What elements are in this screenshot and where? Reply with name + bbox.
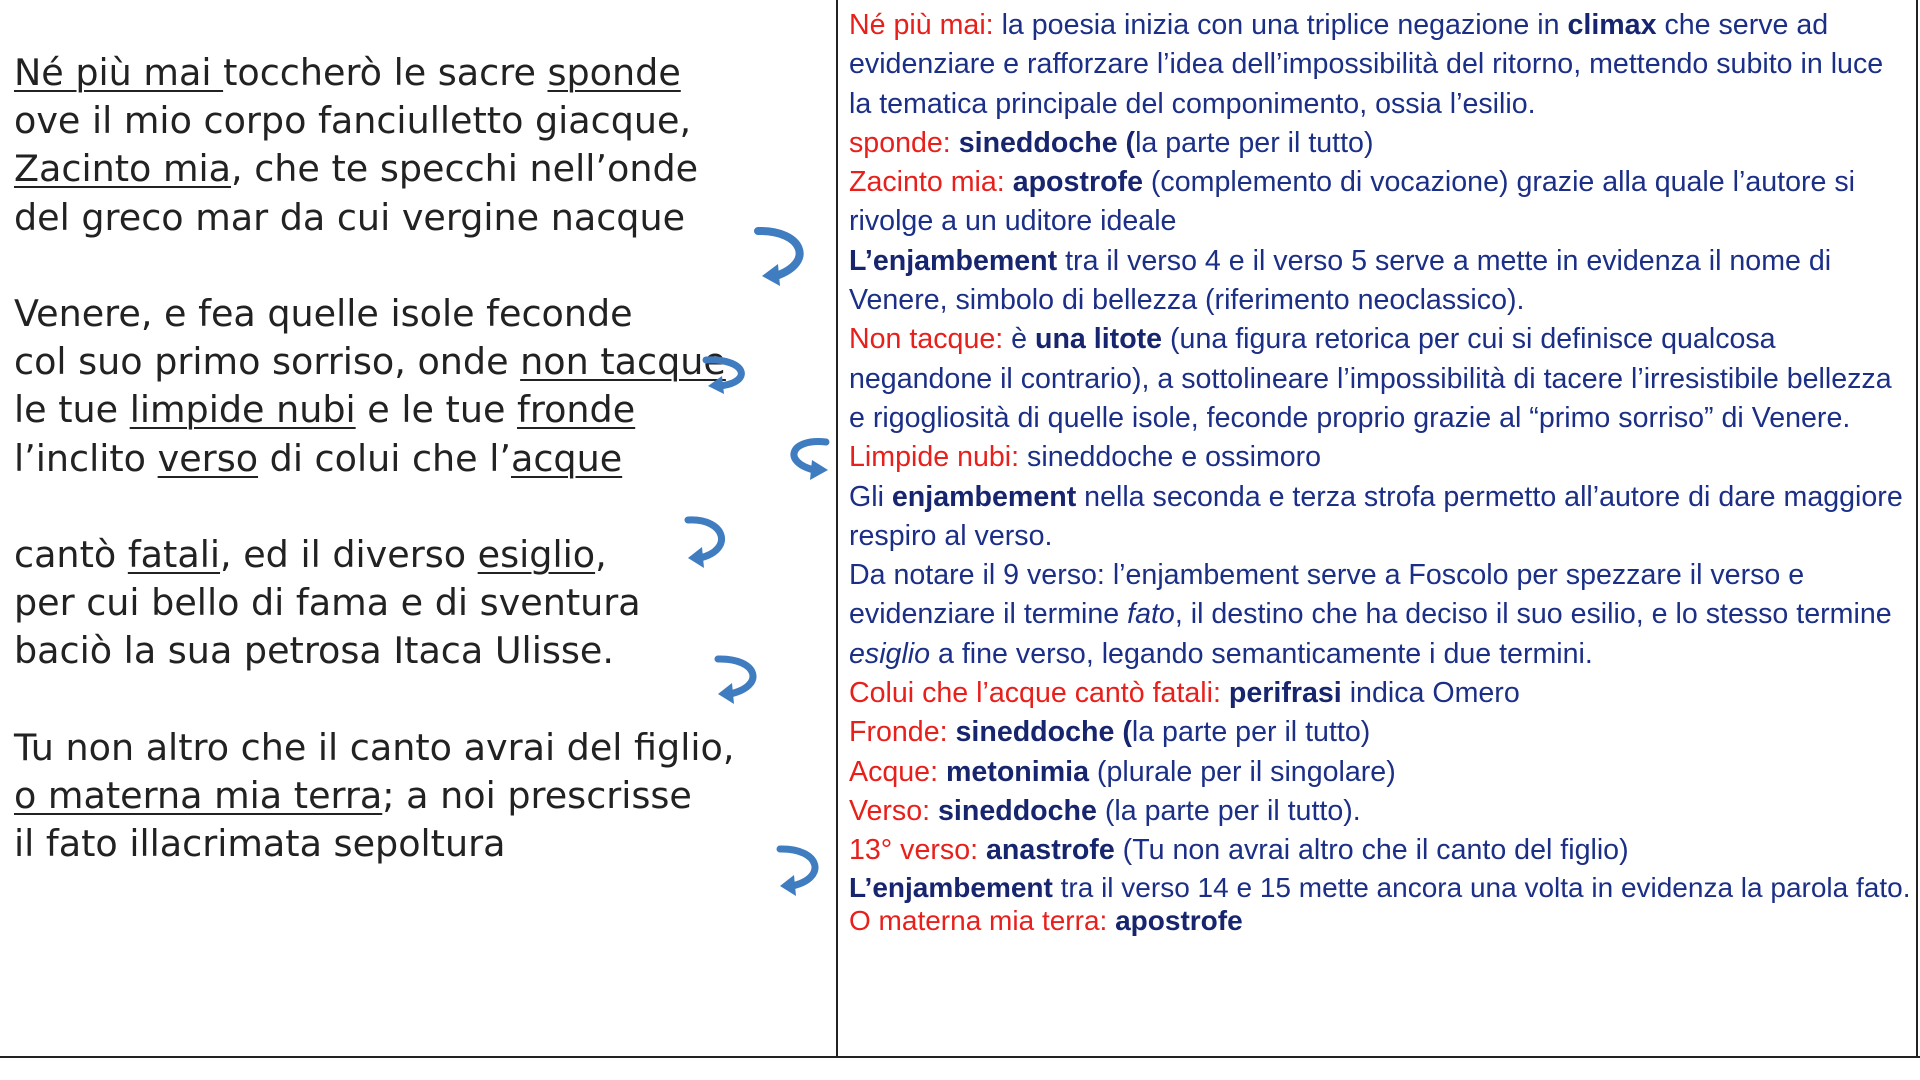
note-text: (una figura retorica per cui si definisce qualcosa negandone il contrario), a sottolineare l’impossibilità di tacere l’irresistibile bellezza e rigogliosità di quelle isole, feconde proprio grazie al “primo sorriso” di Venere.: [849, 323, 1892, 434]
poem-column: [14, 49, 829, 868]
figure-name: una litote: [1035, 323, 1163, 356]
note-text: è: [1003, 323, 1035, 356]
note-text: [1221, 677, 1229, 709]
note-term: O materna mia terra:: [849, 904, 1108, 936]
note-text: nella seconda e terza strofa permetto all’autore di dare maggiore respiro al verso.: [849, 480, 1903, 552]
annotation-note: [849, 242, 1911, 321]
note-text: [930, 795, 938, 827]
figure-name: apostrofe: [1115, 904, 1243, 936]
poem-text: col suo primo sorriso, onde: [14, 340, 521, 384]
underlined-phrase: limpide nubi: [129, 388, 356, 432]
figure-name: L’enjambement: [849, 244, 1058, 277]
note-term: Zacinto mia:: [849, 166, 1005, 199]
note-term: Verso:: [849, 794, 931, 827]
underlined-phrase: Zacinto mia: [14, 147, 232, 191]
poem-text: ,: [595, 533, 607, 576]
underlined-phrase: sponde: [547, 51, 681, 94]
note-text: Da notare il 9 verso: l’enjambement serve a Foscolo per spezzare il verso e evidenziare il termine: [849, 559, 1805, 631]
underlined-phrase: acque: [510, 436, 623, 480]
annotation-note: [849, 124, 1911, 163]
note-term: Non tacque:: [849, 323, 1004, 356]
poem-text: e le tue: [355, 388, 518, 432]
note-term: Fronde:: [849, 716, 948, 749]
note-term: Né più mai:: [849, 9, 994, 41]
figure-name: apostrofe: [1012, 166, 1143, 199]
poem-text: di colui che l’: [258, 436, 511, 480]
poem-stanza: [14, 49, 829, 242]
poem-text: , che te specchi nell’onde: [231, 147, 699, 191]
note-text: [938, 756, 946, 788]
note-term: 13° verso:: [849, 834, 979, 867]
annotation-note: [849, 871, 1911, 904]
note-text: la parte per il tutto): [1135, 126, 1374, 159]
poem-line: [14, 772, 829, 820]
bottom-border: [0, 1056, 1920, 1058]
note-text: [1005, 166, 1013, 198]
poem-text: ove il mio corpo fanciulletto giacque,: [14, 99, 692, 143]
poem-text: , ed il diverso: [220, 533, 478, 576]
column-divider: [836, 0, 838, 1058]
notes-column: [849, 6, 1911, 937]
poem-line: [14, 435, 829, 483]
curved-return-arrow-icon: [754, 222, 816, 290]
poem-text: per cui bello di fama e di sventura: [14, 581, 641, 625]
right-border: [1916, 0, 1918, 1058]
stanza-gap: [14, 676, 829, 724]
note-text: (Tu non avrai altro che il canto del figlio): [1114, 834, 1629, 867]
poem-line: [14, 724, 829, 772]
figure-name: sineddoche (: [958, 126, 1136, 159]
annotation-note: [849, 753, 1911, 792]
curved-return-arrow-icon: [714, 650, 764, 704]
poem-line: [14, 145, 829, 193]
annotation-note: [849, 478, 1911, 557]
poem-text: l’inclito: [14, 436, 158, 480]
poem-text: il fato illacrimata sepoltura: [14, 822, 506, 866]
annotation-note: [849, 831, 1911, 870]
note-text: la poesia inizia con una triplice negazione in: [993, 9, 1568, 41]
underlined-phrase: verso: [157, 436, 259, 480]
note-term: Limpide nubi:: [849, 441, 1020, 474]
note-text: sineddoche e ossimoro: [1019, 441, 1322, 474]
annotation-note: [849, 320, 1911, 438]
note-text: [951, 127, 959, 159]
figure-name: enjambement: [891, 480, 1077, 513]
annotation-note: [849, 6, 1911, 124]
poem-text: Tu non altro che il canto avrai del figlio,: [14, 725, 735, 769]
poem-line: [14, 627, 829, 675]
annotation-note: [849, 713, 1911, 752]
poem-line: [14, 820, 829, 868]
poem-text: ; a noi prescrisse: [382, 774, 692, 817]
note-term: Colui che l’acque cantò fatali:: [849, 677, 1221, 710]
underlined-phrase: non tacque: [520, 340, 726, 384]
underlined-phrase: o materna mia terra: [14, 774, 383, 817]
note-term: sponde:: [849, 126, 951, 159]
italic-term: esiglio: [849, 637, 931, 670]
poem-text: cantò: [14, 533, 128, 576]
annotation-note: [849, 163, 1911, 242]
note-text: [978, 834, 986, 866]
poem-text: toccherò le sacre: [223, 51, 548, 94]
note-text: la parte per il tutto): [1131, 716, 1371, 749]
curved-return-arrow-icon: [702, 352, 756, 394]
figure-name: anastrofe: [986, 834, 1115, 867]
figure-name: L’enjambement: [849, 871, 1053, 903]
note-text: [948, 716, 956, 748]
poem-line: [14, 97, 829, 145]
poem-text: Venere, e fea quelle isole feconde: [14, 292, 633, 335]
note-text: (la parte per il tutto).: [1096, 794, 1361, 827]
annotation-note: [849, 904, 1911, 937]
curved-return-arrow-icon: [776, 840, 826, 896]
poem-line: [14, 579, 829, 627]
curved-return-arrow-icon: [778, 434, 830, 480]
curved-return-arrow-icon: [684, 510, 732, 570]
note-text: , il destino che ha deciso il suo esilio, e lo stesso termine: [1174, 598, 1892, 631]
underlined-phrase: fatali: [127, 533, 221, 576]
note-text: che serve ad evidenziare e rafforzare l’idea dell’impossibilità del ritorno, mettendo subito in luce la tematica principale del componimento, ossia l’esilio.: [849, 9, 1884, 120]
poem-line: [14, 194, 829, 242]
poem-stanza: [14, 724, 829, 869]
note-text: a fine verso, legando semanticamente i due termini.: [930, 637, 1593, 670]
note-text: tra il verso 4 e il verso 5 serve a mette in evidenza il nome di Venere, simbolo di bellezza (riferimento neoclassico).: [849, 244, 1832, 317]
poem-text: baciò la sua petrosa Itaca Ulisse.: [14, 629, 614, 673]
note-text: (plurale per il singolare): [1088, 755, 1396, 788]
underlined-phrase: Né più mai: [14, 51, 224, 94]
figure-name: climax: [1567, 9, 1657, 41]
underlined-phrase: fronde: [517, 388, 636, 432]
note-term: Acque:: [849, 755, 939, 788]
figure-name: sineddoche: [938, 794, 1097, 827]
note-text: (complemento di vocazione) grazie alla quale l’autore si rivolge a un uditore ideale: [849, 166, 1856, 238]
annotation-note: [849, 556, 1911, 674]
annotation-note: [849, 438, 1911, 477]
figure-name: sineddoche (: [955, 716, 1132, 749]
poem-line: [14, 290, 829, 338]
note-text: [1107, 905, 1115, 936]
underlined-phrase: esiglio: [477, 533, 596, 576]
note-text: tra il verso 14 e 15 mette ancora una volta in evidenza la parola fato.: [1052, 871, 1911, 903]
annotation-note: [849, 792, 1911, 831]
stanza-gap: [14, 242, 829, 290]
poem-text: del greco mar da cui vergine nacque: [14, 195, 686, 239]
poem-line: [14, 49, 829, 97]
note-text: Gli: [849, 480, 892, 513]
italic-term: fato: [1127, 598, 1175, 631]
annotation-note: [849, 674, 1911, 713]
note-text: indica Omero: [1341, 677, 1520, 710]
figure-name: metonimia: [945, 755, 1089, 788]
figure-name: perifrasi: [1228, 677, 1342, 710]
poem-text: le tue: [14, 388, 130, 432]
